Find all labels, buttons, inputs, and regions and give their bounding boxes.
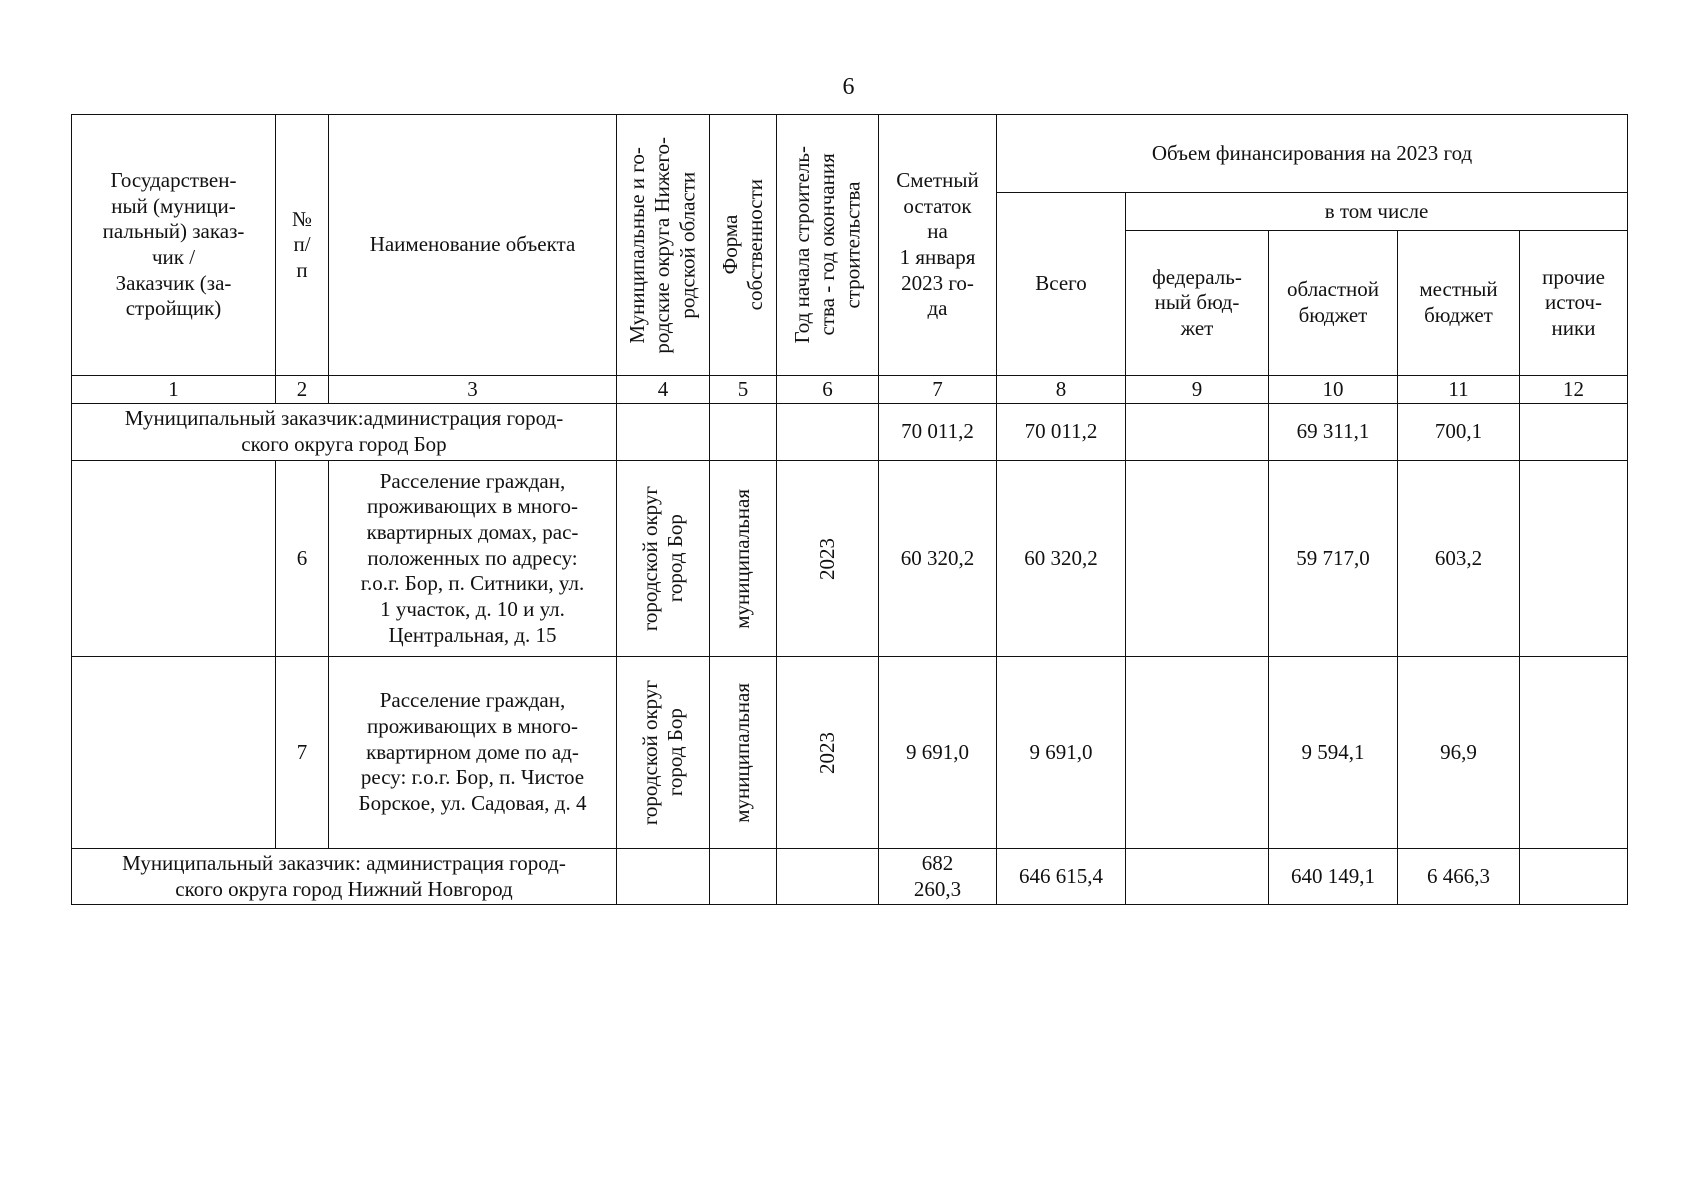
group-federal	[1126, 849, 1269, 905]
column-number: 3	[329, 376, 617, 404]
group-regional: 640 149,1	[1269, 849, 1398, 905]
header-funding: Объем финансирования на 2023 год	[997, 115, 1628, 193]
header-regional: областной бюджет	[1269, 231, 1398, 376]
row-other	[1520, 657, 1628, 849]
table-cell	[710, 849, 777, 905]
header-municipality	[617, 115, 710, 376]
row-ownership-text: муниципальная	[730, 682, 755, 823]
row-federal	[1126, 461, 1269, 657]
header-customer: Государствен- ный (муници- пальный) заказ- чик / Заказчик (за- стройщик)	[72, 115, 276, 376]
column-number: 4	[617, 376, 710, 404]
row-estimate: 60 320,2	[879, 461, 997, 657]
customer-group-row	[72, 404, 1628, 461]
header-object: Наименование объекта	[329, 115, 617, 376]
row-total: 9 691,0	[997, 657, 1126, 849]
row-local: 603,2	[1398, 461, 1520, 657]
group-customer: Муниципальный заказчик: администрация город- ского округа город Нижний Новгород	[72, 849, 617, 905]
row-total: 60 320,2	[997, 461, 1126, 657]
table-row	[72, 657, 1628, 849]
table-cell	[617, 404, 710, 461]
row-years-text: 2023	[814, 537, 839, 580]
header-ownership-text: Форма собственности	[717, 179, 767, 311]
header-including: в том числе	[1126, 193, 1628, 231]
header-row-1	[72, 115, 1628, 193]
table-cell	[72, 657, 276, 849]
column-number-row	[72, 376, 1628, 404]
row-estimate: 9 691,0	[879, 657, 997, 849]
row-municipality-text: городской округ город Бор	[637, 485, 687, 632]
row-num: 7	[276, 657, 329, 849]
table-cell	[617, 849, 710, 905]
header-estimate: Сметный остаток на 1 января 2023 го- да	[879, 115, 997, 376]
group-other	[1520, 404, 1628, 461]
header-num: № п/ п	[276, 115, 329, 376]
row-num: 6	[276, 461, 329, 657]
row-municipality	[617, 657, 710, 849]
header-local: местный бюджет	[1398, 231, 1520, 376]
group-regional: 69 311,1	[1269, 404, 1398, 461]
column-number: 9	[1126, 376, 1269, 404]
row-ownership	[710, 657, 777, 849]
header-ownership	[710, 115, 777, 376]
row-federal	[1126, 657, 1269, 849]
row-regional: 9 594,1	[1269, 657, 1398, 849]
table-cell	[777, 404, 879, 461]
column-number: 12	[1520, 376, 1628, 404]
column-number: 2	[276, 376, 329, 404]
financing-table	[71, 114, 1628, 905]
group-local: 6 466,3	[1398, 849, 1520, 905]
column-number: 1	[72, 376, 276, 404]
row-municipality-text: городской округ город Бор	[637, 679, 687, 826]
table-cell	[710, 404, 777, 461]
row-object: Расселение граждан, проживающих в много- квартирных домах, рас- положенных по адресу: г.о.г. Бор, п. Ситники, ул. 1 участок, д. 10 и ул. Центральная, д. 15	[329, 461, 617, 657]
row-object: Расселение граждан, проживающих в много- квартирном доме по ад- ресу: г.о.г. Бор, п. Чистое Борское, ул. Садовая, д. 4	[329, 657, 617, 849]
group-total: 70 011,2	[997, 404, 1126, 461]
page-number: 6	[842, 74, 855, 100]
group-estimate: 682 260,3	[879, 849, 997, 905]
row-regional: 59 717,0	[1269, 461, 1398, 657]
header-years-text: Год начала строитель- ства - год окончания строительства	[789, 146, 865, 344]
row-years	[777, 461, 879, 657]
group-other	[1520, 849, 1628, 905]
header-municipality-text: Муниципальные и го- родские округа Нижего- родской области	[625, 136, 700, 354]
row-years	[777, 657, 879, 849]
column-number: 7	[879, 376, 997, 404]
header-total: Всего	[997, 193, 1126, 376]
group-total: 646 615,4	[997, 849, 1126, 905]
column-number: 8	[997, 376, 1126, 404]
header-years	[777, 115, 879, 376]
header-other: прочие источ- ники	[1520, 231, 1628, 376]
table-row	[72, 461, 1628, 657]
table-cell	[777, 849, 879, 905]
group-customer: Муниципальный заказчик:администрация город- ского округа город Бор	[72, 404, 617, 461]
row-ownership-text: муниципальная	[730, 488, 755, 629]
row-municipality	[617, 461, 710, 657]
table-cell	[72, 461, 276, 657]
column-number: 11	[1398, 376, 1520, 404]
header-federal: федераль- ный бюд- жет	[1126, 231, 1269, 376]
row-ownership	[710, 461, 777, 657]
group-estimate: 70 011,2	[879, 404, 997, 461]
column-number: 10	[1269, 376, 1398, 404]
customer-group-row	[72, 849, 1628, 905]
group-federal	[1126, 404, 1269, 461]
column-number: 5	[710, 376, 777, 404]
row-other	[1520, 461, 1628, 657]
column-number: 6	[777, 376, 879, 404]
row-years-text: 2023	[814, 731, 839, 774]
row-local: 96,9	[1398, 657, 1520, 849]
group-local: 700,1	[1398, 404, 1520, 461]
